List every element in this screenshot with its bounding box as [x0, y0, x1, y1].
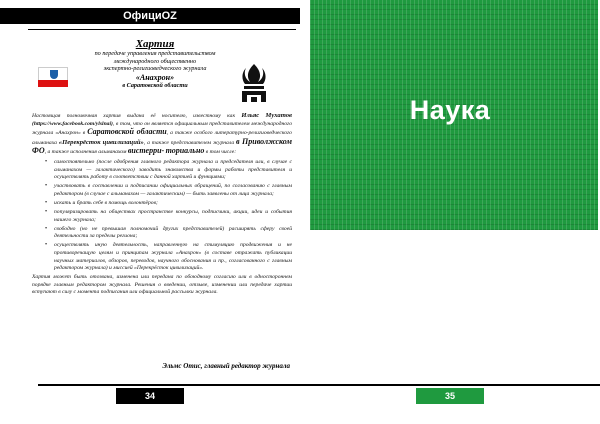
list-item: • участвовать в составлении и подписании официальных обращений, по согласованию с главным редактором (в случае с альманахом — галактическим) — быть заявлены от лица журнала; — [54, 183, 292, 198]
list-item: • свободно (но не превышая полномочий других представителей) расширять сферу своей деятельности за пределы региона; — [54, 226, 292, 241]
page-number-right: 35 — [416, 388, 484, 404]
charter-title: Хартия — [135, 38, 175, 50]
saratov-region: Саратовской области — [87, 127, 167, 137]
list-item: • популяризировать на обществах пространстве конкурсы, подписчики, акции, идеи и события нашего журнала; — [54, 209, 292, 224]
charter-body — [32, 112, 292, 297]
facebook-link[interactable]: (https://www.facebook.com/ylslnai) — [32, 120, 113, 127]
list-item: • искать и брать себе в помощь волонтёров; — [54, 200, 292, 208]
almanac-name: «Перекрёсток цивилизаций» — [58, 138, 144, 146]
extraterritorial-1: вистерри- — [127, 146, 165, 156]
subtitle-line-1: по передаче управления представительством — [94, 50, 216, 57]
name-ilyas: Ильяс — [241, 112, 260, 119]
list-item: • самостоятельно (после одобрения главного редактора журнала и председателя или, в случае с альманахом — галактического) заводить знакомства и формы работы представителя и осуществлять работу в соответствии с данной хартией и функциями; — [54, 159, 292, 182]
right-page — [300, 0, 600, 424]
duties-list — [54, 159, 292, 273]
subtitle-line-3: экспертно-религиоведческого журнала — [103, 65, 207, 72]
closing-paragraph: Хартия может быть отозвана, изменена или передана по обоюдному согласию или в одностороннем порядке главным редактором журнала. Решения о введении, отзыве, изменении или передаче хартии вступают в силу с момента подписания или официальной рассылки журнала. — [32, 274, 292, 296]
list-item: • осуществлять иную деятельность, направленную на стимуляцию продвижения и не противоречащую целям и принципам журнала «Анахрон» (в составе отражать публикации научных материалов, обзоров, переводов, научного обоснования и пр., согласованного с главным редактором журнала) и миссией «Перекрёсток цивилизаций». — [54, 242, 292, 272]
volga-district: в Приволжском ФО — [32, 136, 292, 156]
subtitle-line-2: международного общественно — [113, 57, 197, 65]
anachron-logo-icon — [236, 62, 272, 104]
saratov-flag-icon — [38, 67, 68, 87]
footer-rule — [38, 384, 300, 386]
running-header: ОфициOZ — [0, 8, 300, 24]
editor-signature: Эльмс Отис, главный редактор журнала — [162, 362, 290, 370]
footer-rule — [300, 384, 600, 386]
charter-heading — [80, 38, 230, 90]
section-title: Наука — [409, 95, 491, 125]
charter-intro: Настоящая полномочная хартия выдана её носителю, известному как Ильяс Мухатов (https://www.facebook.com/ylslnai), в том, что он является официальным представителем международного журнала «Анахрон» в Саратовской области, а также особого литературно-религиоведческого альманаха «Перекрёсток цивилизаций», а также представителем журнала в Приволжском ФО, а также исполнения альманахом вистерри- ториально в том числе: — [32, 112, 292, 156]
journal-name: «Анахрон» — [135, 72, 175, 82]
header-rule — [28, 29, 296, 30]
region-line: в Саратовской области — [122, 81, 188, 89]
page-number-left: 34 — [116, 388, 184, 404]
name-mukhatov: Мухатов — [265, 112, 292, 119]
extraterritorial-2: ториально — [165, 146, 205, 156]
